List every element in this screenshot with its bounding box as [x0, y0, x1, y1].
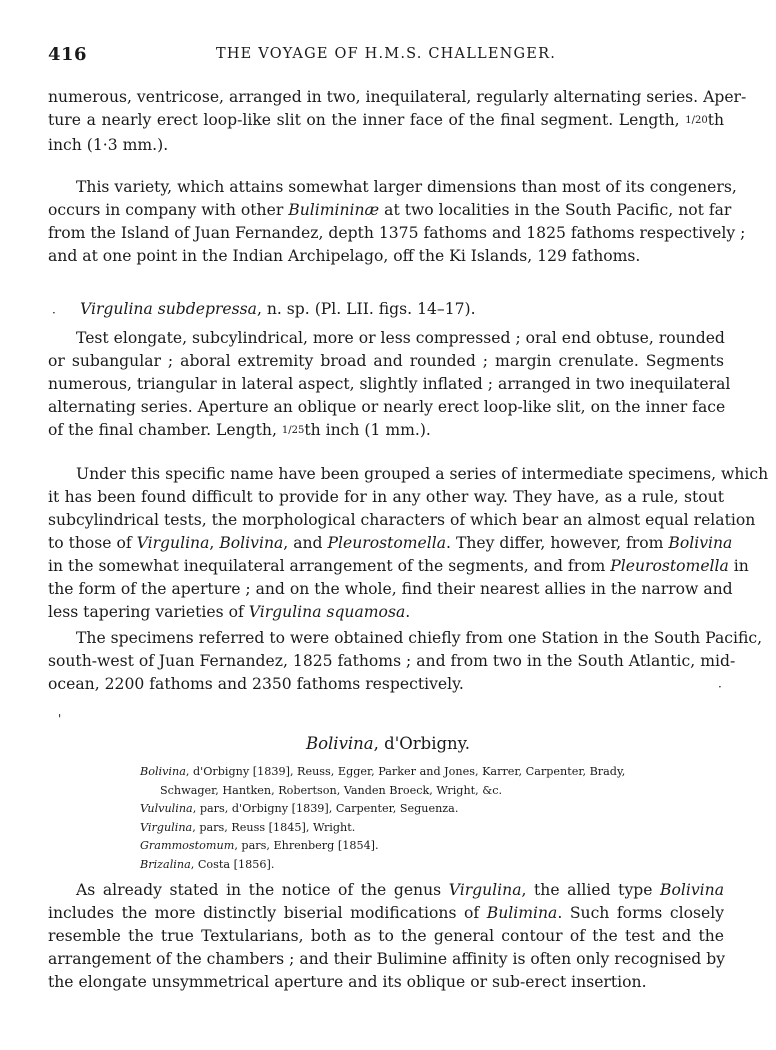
paragraph-continuation: [48, 86, 747, 157]
text-line: to those of Virgulina, Bolivina, and Pleurostomella. They differ, however, from Bolivina: [48, 534, 733, 552]
text-line: The specimens referred to were obtained chiefly from one Station in the South Pacific,: [76, 629, 763, 647]
text-line: south-west of Juan Fernandez, 1825 fathoms ; and from two in the South Atlantic, mid-: [48, 652, 736, 670]
text-line: subcylindrical tests, the morphological characters of which bear an almost equal relation: [48, 511, 756, 529]
margin-mark: ·: [718, 680, 722, 694]
text-line: the form of the aperture ; and on the whole, find their nearest allies in the narrow and: [48, 580, 733, 598]
genus-heading: Bolivina, d'Orbigny.: [305, 734, 471, 753]
text-line: This variety, which attains somewhat larger dimensions than most of its congeners,: [76, 178, 737, 196]
fraction: 1/25: [281, 425, 305, 436]
text-line: less tapering varieties of Virgulina squamosa.: [48, 603, 411, 621]
margin-mark: ': [58, 712, 62, 726]
text-line: of the final chamber. Length, 1/25th inch (1 mm.).: [48, 421, 431, 439]
text-line: ture a nearly erect loop-like slit on the inner face of the final segment. Length, 1/20th: [48, 111, 724, 129]
synonymy-entry: Grammostomum, pars, Ehrenberg [1854].: [140, 839, 379, 852]
text-line: ocean, 2200 fathoms and 2350 fathoms respectively.: [48, 675, 464, 693]
text-line: arrangement of the chambers ; and their Bulimine affinity is often only recognised by: [48, 950, 726, 968]
text-line: occurs in company with other Bulimininæ at two localities in the South Pacific, not far: [48, 201, 732, 219]
synonymy-entry-continued: Schwager, Hantken, Robertson, Vanden Broeck, Wright, &c.: [160, 783, 503, 797]
taxon-name: Bulimininæ: [288, 201, 380, 219]
paragraph-distribution: [48, 176, 746, 268]
synonymy-entry: Brizalina, Costa [1856].: [140, 857, 275, 871]
paragraph-remarks: [48, 463, 769, 624]
paragraph-localities: [48, 627, 763, 696]
paragraph-description: [48, 327, 731, 444]
text-line: from the Island of Juan Fernandez, depth 1375 fathoms and 1825 fathoms respectively ;: [48, 224, 746, 242]
text-line: or subangular ; aboral extremity broad and rounded ; margin crenulate. Segments: [48, 352, 724, 370]
text-line: Under this specific name have been grouped a series of intermediate specimens, which: [76, 465, 769, 483]
text-line: and at one point in the Indian Archipelago, off the Ki Islands, 129 fathoms.: [48, 247, 641, 265]
synonymy-entry: Vulvulina, pars, d'Orbigny [1839], Carpenter, Seguenza.: [140, 802, 459, 815]
page-number: 416: [48, 44, 88, 65]
genus-name: Bolivina: [305, 734, 374, 753]
margin-mark: ·: [52, 306, 56, 320]
text-line: in the somewhat inequilateral arrangement of the segments, and from Pleurostomella in: [48, 557, 749, 575]
running-head: THE VOYAGE OF H.M.S. CHALLENGER.: [215, 46, 557, 62]
text-line: resemble the true Textularians, both as to the general contour of the test and the: [48, 927, 724, 945]
species-name: Virgulina subdepressa: [80, 300, 257, 318]
text-line: it has been found difficult to provide for in any other way. They have, as a rule, stout: [48, 488, 724, 506]
text-line: As already stated in the notice of the genus Virgulina, the allied type Bolivina: [76, 881, 725, 899]
synonymy-list: [140, 763, 730, 874]
page-header: [48, 44, 724, 70]
text-line: inch (1·3 mm.).: [48, 136, 169, 154]
species-heading: Virgulina subdepressa, n. sp. (Pl. LII. figs. 14–17).: [80, 300, 476, 318]
text-line: alternating series. Aperture an oblique or nearly erect loop-like slit, on the inner face: [48, 398, 726, 416]
paragraph-genus-notes: [48, 879, 724, 994]
text-line: numerous, ventricose, arranged in two, inequilateral, regularly alternating series. Aper-: [48, 88, 747, 106]
text-line: the elongate unsymmetrical aperture and its oblique or sub-erect insertion.: [48, 973, 647, 991]
fraction: 1/20: [685, 115, 708, 126]
synonymy-entry: Virgulina, pars, Reuss [1845], Wright.: [140, 820, 356, 834]
text-line: numerous, triangular in lateral aspect, slightly inflated ; arranged in two inequilateral: [48, 375, 731, 393]
synonymy-entry: Bolivina, d'Orbigny [1839], Reuss, Egger, Parker and Jones, Karrer, Carpenter, Brady,: [140, 765, 626, 778]
text-line: includes the more distinctly biserial modifications of Bulimina. Such forms closely: [48, 904, 725, 922]
text-line: Test elongate, subcylindrical, more or less compressed ; oral end obtuse, rounded: [76, 329, 725, 347]
